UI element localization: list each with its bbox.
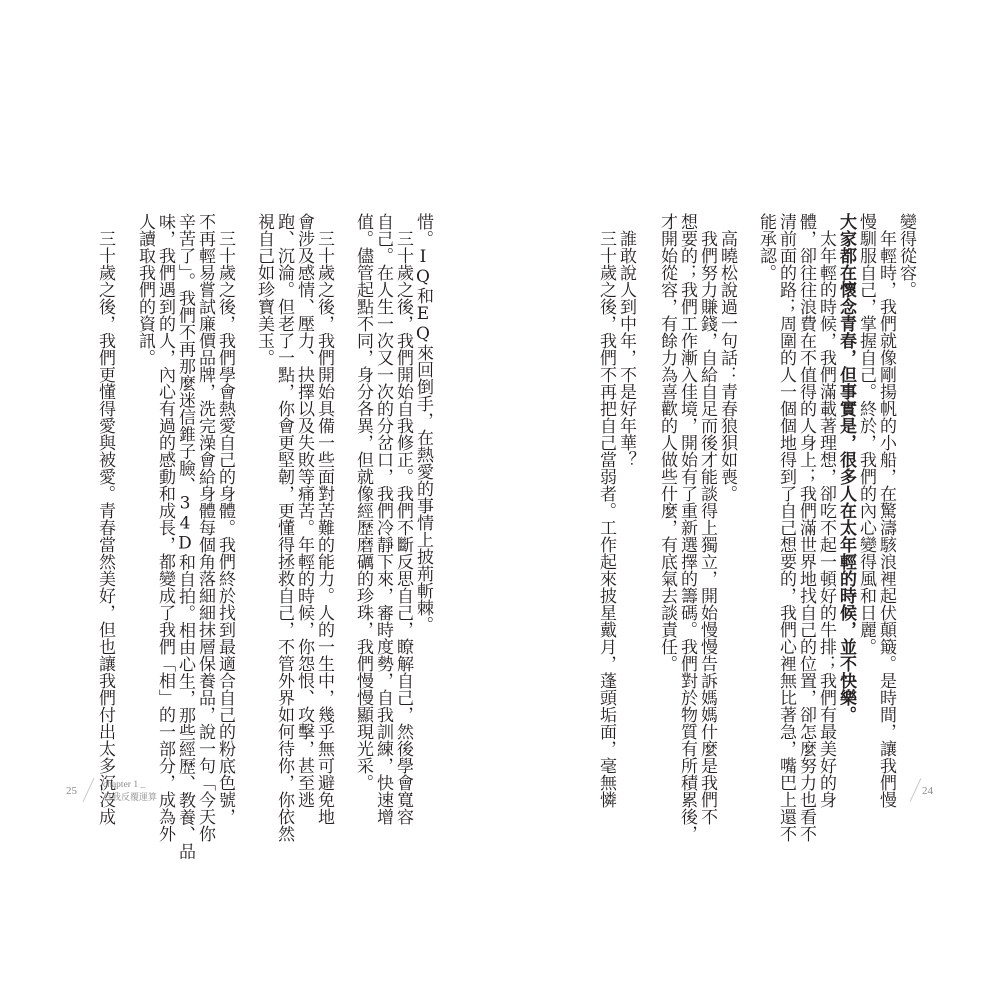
left-col-14: 三十歲之後，我們更懂得愛與被愛。青春當然美好，但也讓我們付出太多沉沒成 [95, 213, 115, 825]
right-col-14: 三十歲之後，我們不再把自己當弱者。工作起來披星戴月，蓬頭垢面，毫無憐 [596, 213, 616, 808]
left-col-4: 值。儘管起點不同，身分各異，但就像經歷磨礪的珍珠，我們慢慢顯現光采。 [353, 213, 373, 791]
page-number-left: 25 [66, 785, 77, 797]
right-col-7: 清前面的路；周圍的人一個個地得到了自己想要的，我們心裡無比著急，嘴巴上還不 [776, 213, 796, 842]
left-col-13: 人讀取我們的資訊。 [135, 213, 155, 366]
running-header [103, 779, 157, 805]
right-col-2: 年輕時，我們就像剛揚帆的小船，在驚濤駭浪裡起伏顛簸。是時間，讓我們慢 [876, 213, 896, 808]
left-col-2: 三十歲之後，我們開始自我修正。我們不斷反思自己，瞭解自己，然後學會寬容 [393, 213, 413, 825]
right-col-12: 才開始從容，有餘力為喜歡的人做些什麼，有底氣去談責任。 [657, 213, 677, 672]
left-col-6: 會涉及感情、壓力、抉擇以及失敗等痛苦。年輕的時候，你怨恨、攻擊，甚至逃 [294, 213, 314, 808]
left-col-12: 味，我們遇到的人，內心有過的感動和成長，都變成了我們「相」的一部分，成為外 [155, 213, 175, 842]
right-col-5: 太年輕的時候，我們滿載著理想，卻吃不起一頓好的牛排；我們有最美好的身 [816, 213, 836, 808]
left-col-8: 視自己如珍寶美玉。 [254, 213, 274, 366]
right-col-1: 變得從容。 [896, 213, 916, 298]
page-number-right: 24 [922, 785, 933, 797]
page-number-divider [910, 778, 922, 802]
right-col-6: 體，卻往往浪費在不值得的人身上；我們滿世界地找自己的位置，卻怎麼努力也看不 [796, 213, 816, 842]
right-col-13: 誰敢說人到中年，不是好年華？ [616, 213, 636, 468]
left-col-5: 三十歲之後，我們開始具備一些面對苦難的能力。人的一生中，幾乎無可避免地 [314, 213, 334, 825]
chapter-title: 自我反覆運算 [103, 793, 158, 803]
left-col-1: 惜。IQ和EQ來回倒手，在熱愛的事情上披荊斬棘。 [413, 213, 433, 633]
right-col-8: 能承認。 [756, 213, 776, 281]
right-col-3: 慢馴服自己，掌握自己。終於，我們的內心變得風和日麗。 [856, 213, 876, 655]
left-col-11: 辛苦了」。我們不再那麼迷信錐子臉、34D和自拍。相由心生，那些經歷、教養、品 [175, 213, 195, 860]
left-col-3: 自己。在人生一次又一次的分岔口，我們冷靜下來，審時度勢，自我訓練，快速增 [373, 213, 393, 825]
right-col-9: 高曉松說過一句話：青春狼狽如喪。 [717, 213, 737, 502]
chapter-label: chapter 1 _ [103, 780, 146, 790]
right-col-10: 我們努力賺錢，自給自足而後才能談得上獨立，開始慢慢告訴媽媽什麼是我們不 [697, 213, 717, 825]
left-col-7: 跑、沉淪。但老了一點，你會更堅韌，更懂得拯救自己，不管外界如何待你，你依然 [274, 213, 294, 842]
right-col-11: 想要的；我們工作漸入佳境，開始有了重新選擇的籌碼。我們對於物質有所積累後， [677, 213, 697, 842]
left-col-9: 三十歲之後，我們學會熱愛自己的身體。我們終於找到最適合自己的粉底色號， [215, 213, 235, 825]
right-col-4-bold [833, 213, 855, 723]
left-col-10: 不再輕易嘗試廉價品牌，洗完澡會給身體每個角落細細抹層保養品，說一句「今天你 [195, 213, 215, 842]
bold-sentence: 大家都在懷念青春，但事實是，很多人在太年輕的時候，並不快樂。 [836, 213, 856, 723]
